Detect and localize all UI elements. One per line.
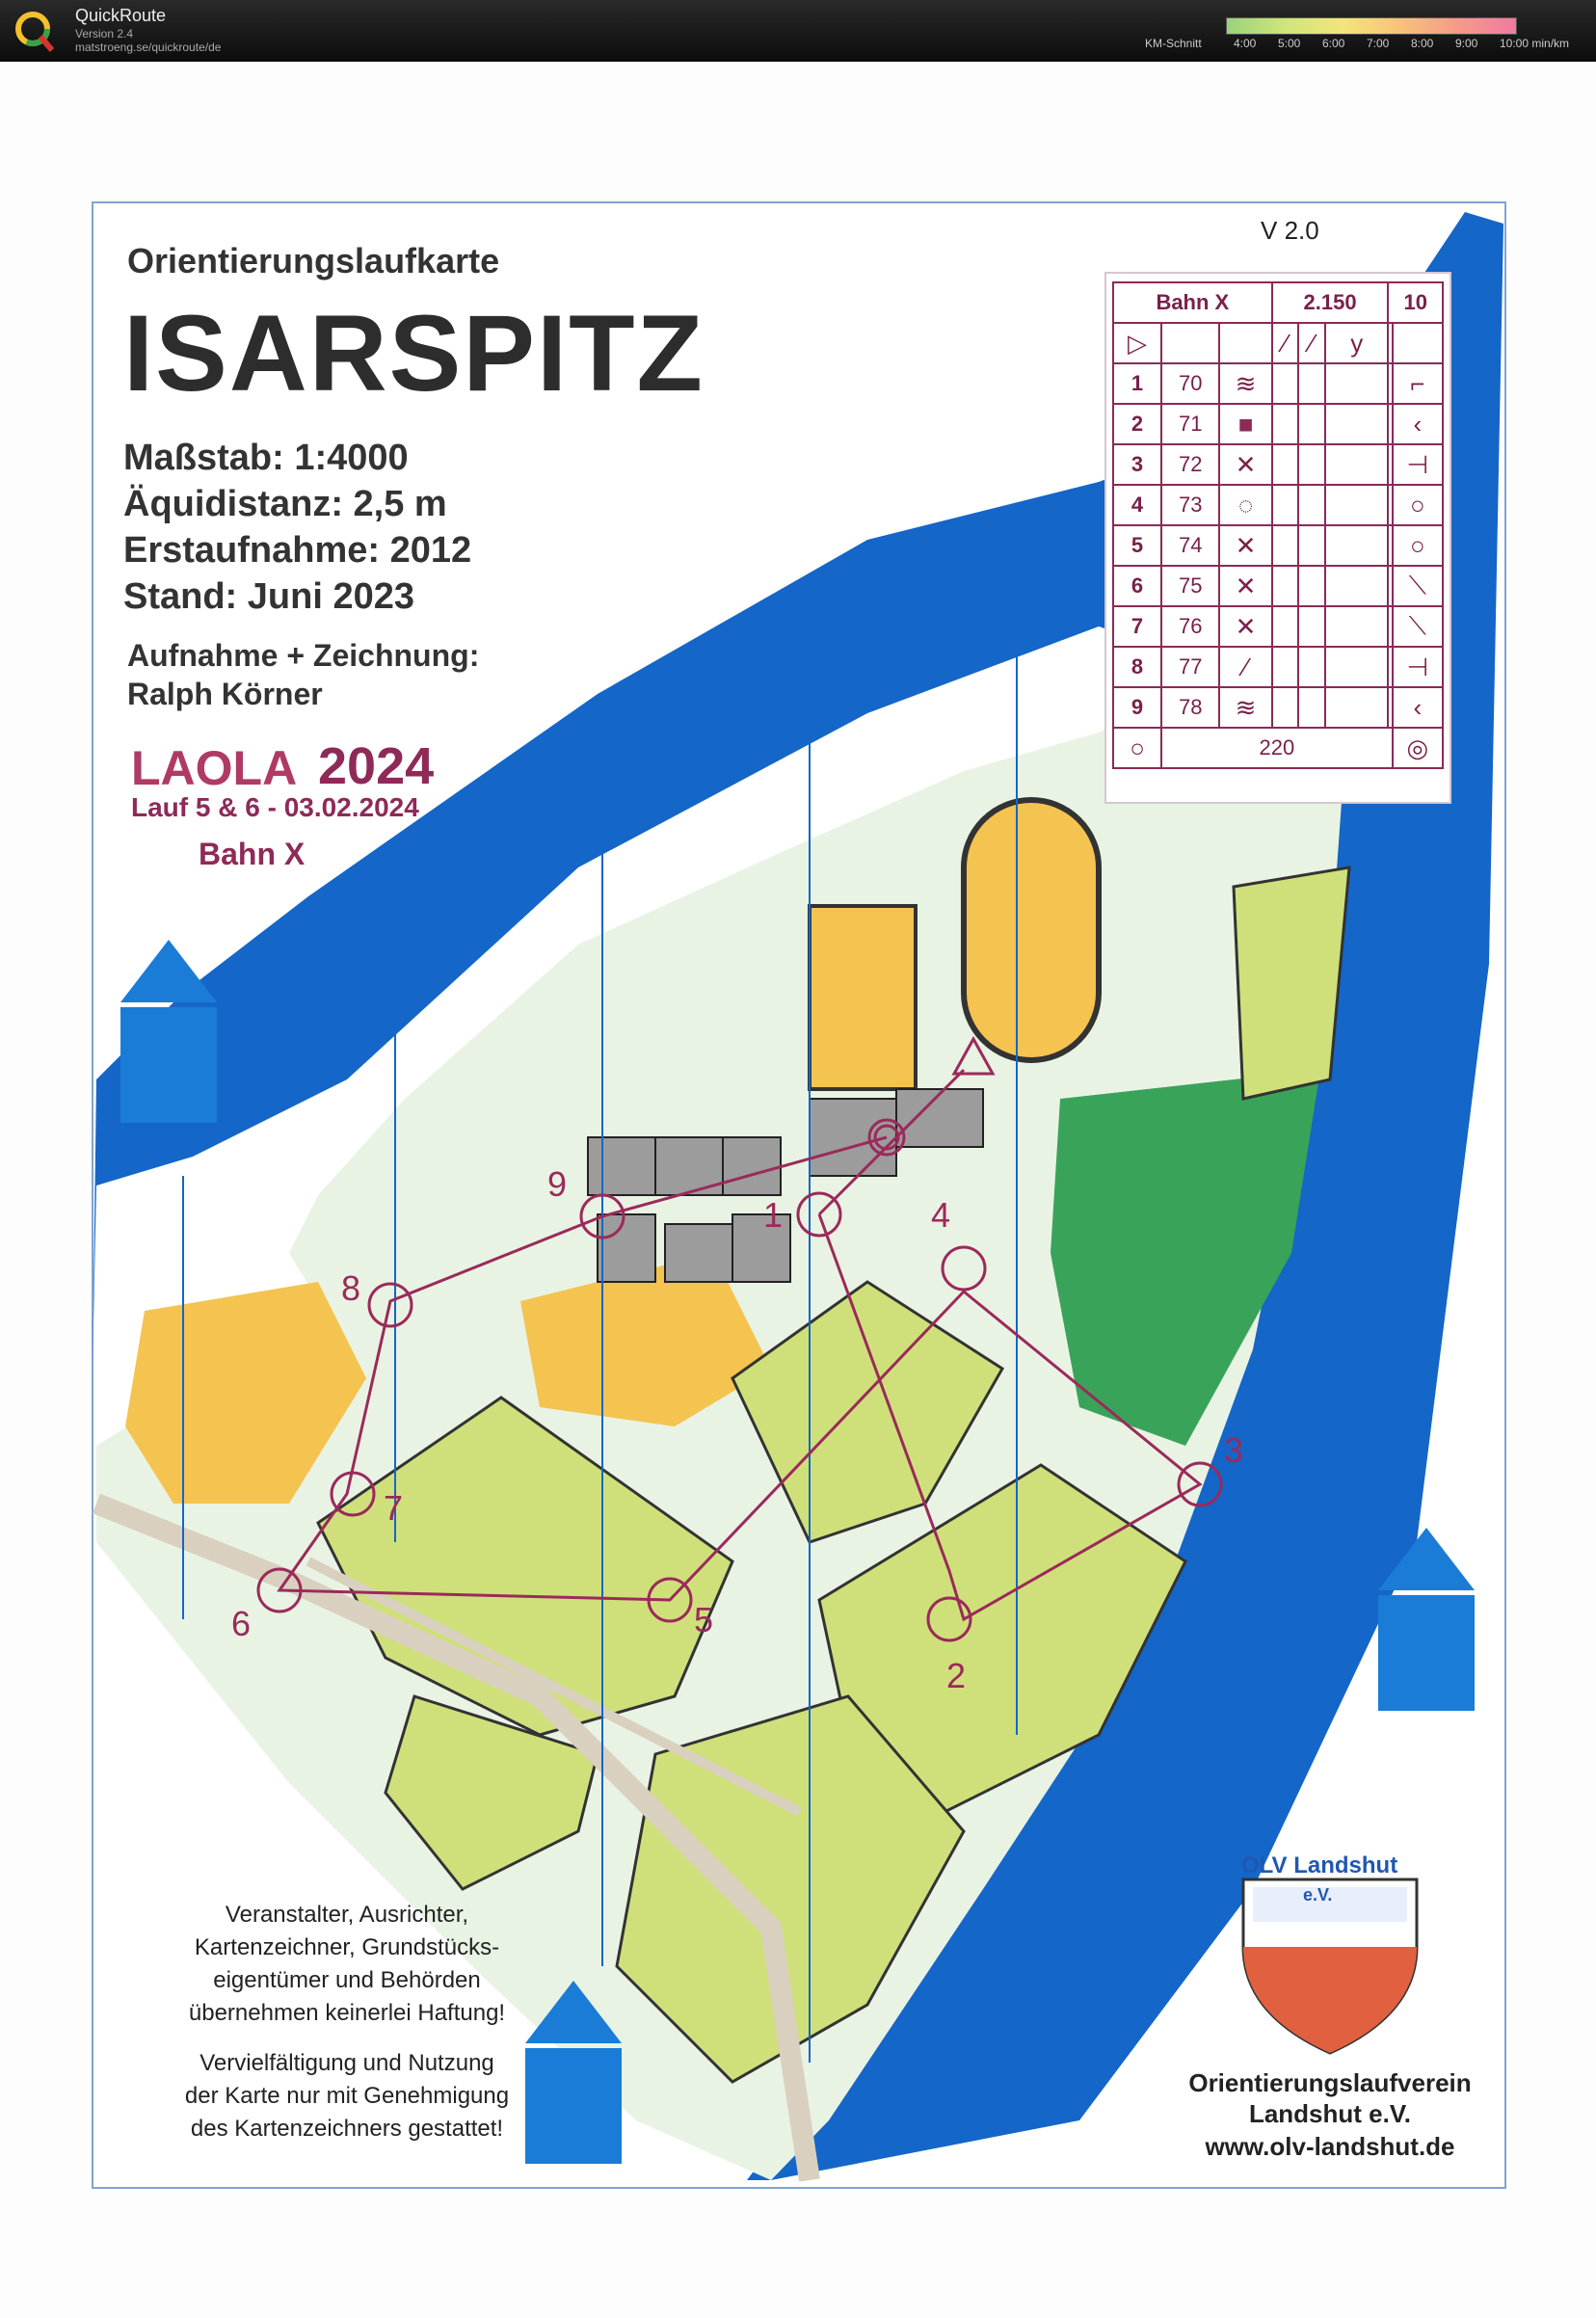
control-row	[1113, 444, 1443, 485]
finish-row	[1113, 728, 1443, 768]
junction-icon: y	[1325, 323, 1388, 363]
control-num: 2	[1113, 404, 1161, 444]
control-code: 73	[1161, 485, 1219, 525]
end-icon: ⊣	[1393, 444, 1443, 485]
finish-icon: ◎	[1393, 728, 1443, 768]
pace-legend-label: KM-Schnitt	[1145, 37, 1202, 50]
club-name: OLV Landshut	[1241, 1852, 1398, 1878]
control-row	[1113, 647, 1443, 687]
end-icon: ⊣	[1393, 647, 1443, 687]
control-num: 4	[1113, 485, 1161, 525]
map-version: V 2.0	[1261, 216, 1319, 245]
app-url: matstroeng.se/quickroute/de	[75, 40, 222, 54]
climb-cell: 10	[1388, 282, 1443, 323]
course-name: Bahn X	[199, 837, 306, 871]
sports-track	[964, 800, 1099, 1060]
crossing-icon: ✕	[1219, 566, 1271, 606]
club-ev: e.V.	[1303, 1885, 1333, 1905]
sports-field	[810, 906, 916, 1089]
club-full-name-1: Orientierungslaufverein	[1188, 2068, 1472, 2097]
surveyor-name: Ralph Körner	[127, 677, 323, 711]
finish-distance: 220	[1161, 728, 1393, 768]
control-num: 8	[1113, 647, 1161, 687]
event-year: 2024	[318, 737, 435, 795]
map-contour-interval: Äquidistanz: 2,5 m	[123, 484, 447, 524]
path-icon: ⁄	[1298, 323, 1325, 363]
control-description-sheet	[1104, 272, 1451, 804]
disclaimer-line: des Kartenzeichners gestattet!	[190, 2116, 504, 2142]
crossing-icon: ✕	[1219, 444, 1271, 485]
map-first-survey: Erstaufnahme: 2012	[123, 530, 472, 571]
control-row	[1113, 687, 1443, 728]
description-header-row	[1113, 282, 1443, 323]
control-number: 1	[763, 1195, 784, 1235]
control-row	[1113, 363, 1443, 404]
disclaimer	[125, 1899, 569, 2145]
path-icon: ⁄	[1219, 647, 1271, 687]
disclaimer-line: Veranstalter, Ausrichter,	[225, 1902, 469, 1928]
control-row	[1113, 525, 1443, 566]
crossing-icon: ✕	[1219, 525, 1271, 566]
control-code: 78	[1161, 687, 1219, 728]
control-number: 9	[547, 1164, 568, 1204]
pace-tick: 8:00	[1411, 37, 1434, 50]
app-name: QuickRoute	[75, 6, 167, 25]
length-cell: 2.150	[1272, 282, 1389, 323]
control-row	[1113, 566, 1443, 606]
control-number: 7	[384, 1488, 404, 1528]
control-code: 75	[1161, 566, 1219, 606]
quickroute-logo-icon	[13, 8, 56, 54]
pace-tick: 6:00	[1322, 37, 1345, 50]
control-row	[1113, 606, 1443, 647]
control-num: 6	[1113, 566, 1161, 606]
control-code: 74	[1161, 525, 1219, 566]
control-num: 5	[1113, 525, 1161, 566]
control-num: 3	[1113, 444, 1161, 485]
control-code: 70	[1161, 363, 1219, 404]
crossing-icon: ✕	[1219, 606, 1271, 647]
pace-color-scale	[1226, 17, 1517, 35]
pace-tick: 7:00	[1367, 37, 1390, 50]
foot-icon: ○	[1393, 525, 1443, 566]
control-code: 77	[1161, 647, 1219, 687]
map-scale: Maßstab: 1:4000	[123, 438, 409, 478]
start-row	[1113, 323, 1443, 363]
control-code: 71	[1161, 404, 1219, 444]
side-icon: ⟍	[1393, 566, 1443, 606]
start-triangle-icon: ▷	[1113, 323, 1161, 363]
dotted-circle-icon: ◌	[1219, 485, 1271, 525]
path-icon: ⁄	[1272, 323, 1299, 363]
disclaimer-line: Vervielfältigung und Nutzung	[200, 2050, 494, 2076]
control-number: 6	[231, 1604, 252, 1643]
foot-icon: ○	[1393, 485, 1443, 525]
wall-icon: ≋	[1219, 687, 1271, 728]
control-number: 5	[694, 1600, 714, 1639]
corner-icon: ‹	[1393, 687, 1443, 728]
pace-tick: 4:00	[1234, 37, 1257, 50]
app-version: Version 2.4	[75, 27, 134, 40]
control-num: 1	[1113, 363, 1161, 404]
event-logo: LAOLA	[131, 741, 298, 795]
control-code: 72	[1161, 444, 1219, 485]
control-code: 76	[1161, 606, 1219, 647]
course-cell: Bahn X	[1113, 282, 1272, 323]
finish-start-icon: ○	[1113, 728, 1161, 768]
map-subtitle: Orientierungslaufkarte	[127, 241, 500, 280]
disclaimer-line: übernehmen keinerlei Haftung!	[188, 2000, 506, 2026]
pace-tick: 9:00	[1455, 37, 1478, 50]
event-runs: Lauf 5 & 6 - 03.02.2024	[131, 792, 419, 822]
pace-tick: 10:00 min/km	[1500, 37, 1570, 50]
control-number: 3	[1224, 1430, 1244, 1470]
map-title: ISARSPITZ	[123, 293, 705, 413]
disclaimer-line: Kartenzeichner, Grundstücks-	[194, 1934, 500, 1960]
club-website: www.olv-landshut.de	[1205, 2132, 1455, 2161]
control-description-table	[1112, 281, 1444, 769]
control-number: 2	[946, 1656, 967, 1695]
residential-block	[1234, 867, 1349, 1099]
control-row	[1113, 485, 1443, 525]
map-status: Stand: Juni 2023	[123, 576, 414, 617]
building-icon: ■	[1219, 404, 1271, 444]
disclaimer-line: eigentümer und Behörden	[213, 1967, 481, 1993]
club-full-name-2: Landshut e.V.	[1248, 2099, 1412, 2128]
control-num: 9	[1113, 687, 1161, 728]
control-number: 4	[931, 1195, 951, 1235]
control-number: 8	[341, 1268, 361, 1308]
control-num: 7	[1113, 606, 1161, 647]
survey-label: Aufnahme + Zeichnung:	[127, 638, 480, 673]
wall-icon: ≋	[1219, 363, 1271, 404]
corner-icon: ⌐	[1393, 363, 1443, 404]
disclaimer-line: der Karte nur mit Genehmigung	[184, 2083, 510, 2109]
corner-icon: ‹	[1393, 404, 1443, 444]
side-icon: ⟍	[1393, 606, 1443, 647]
pace-tick: 5:00	[1278, 37, 1301, 50]
control-row	[1113, 404, 1443, 444]
quickroute-header	[0, 0, 1596, 62]
